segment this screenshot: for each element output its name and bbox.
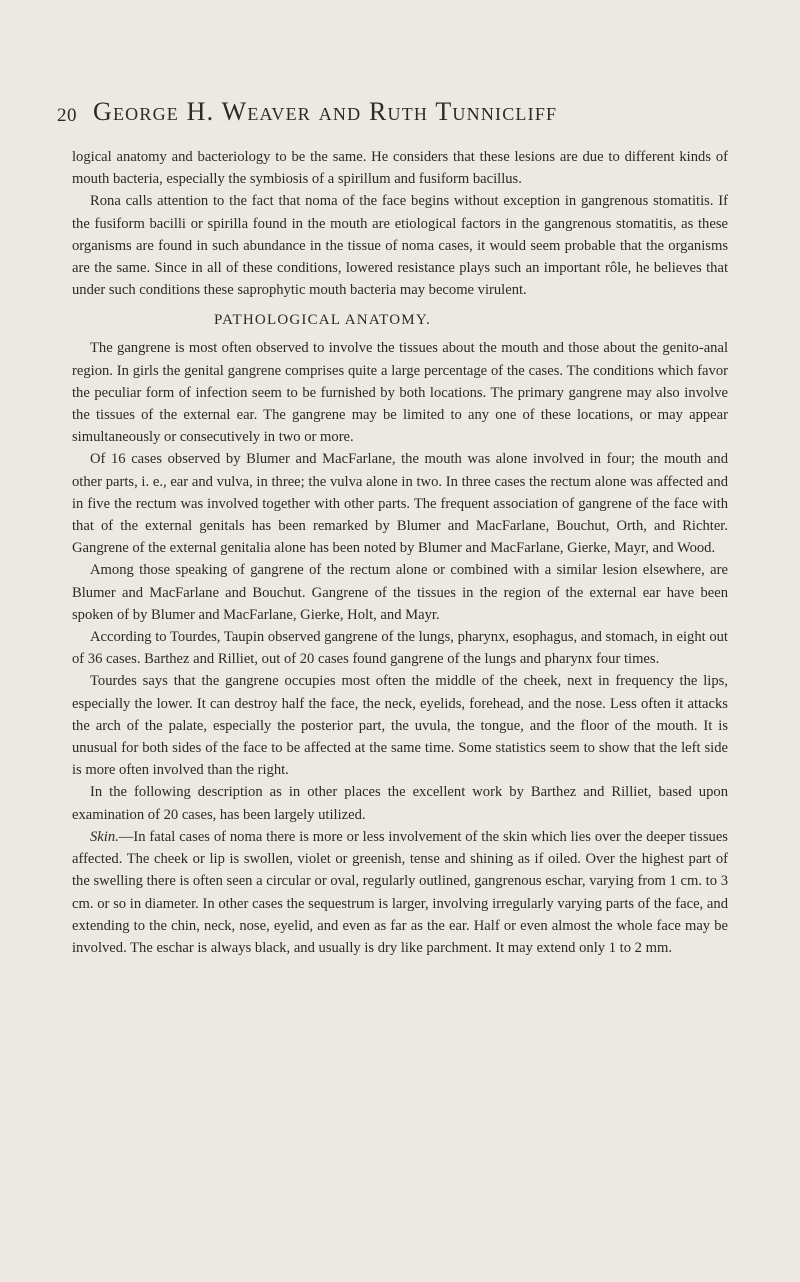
paragraph-tourdes-taupin: According to Tourdes, Taupin observed gangrene of the lungs, pharynx, esophagus, and stomach, in eight out of 36 cases. Barthez and Rilliet, out of 20 cases found gangrene of the lungs and pharynx four times. [72,629,728,668]
page-number: 20 [57,105,77,126]
paragraph-blumer-cases: Of 16 cases observed by Blumer and MacFarlane, the mouth was alone involved in four; the mouth and other parts, i. e., ear and vulva, in three; the vulva alone in two. In three cases the rectum alone was affected and in five the rectum was involved together with other parts. The frequent association of gangrene of the face with that of the external genitals has been remarked by Blumer and MacFarlane, Bouchut, Orth, and Richter. Gangrene of the external genitalia alone has been noted by Blumer and MacFarlane, Gierke, Mayr, and Wood. [72,451,728,557]
paragraph-rectum: Among those speaking of gangrene of the rectum alone or combined with a similar lesion elsewhere, are Blumer and MacFarlane and Bouchut. Gangrene of the tissues in the region of the external ear have been spoken of by Blumer and MacFarlane, Gierke, Holt, and Mayr. [72,562,728,623]
paragraph-skin [72,826,728,959]
paragraph-continued: logical anatomy and bacteriology to be the same. He considers that these lesions are due to different kinds of mouth bacteria, especially the symbiosis of a spirillum and fusiform bacillus. [72,149,728,188]
page-body [72,146,728,959]
skin-text: —In fatal cases of noma there is more or less involvement of the skin which lies over the deeper tissues affected. The cheek or lip is swollen, violet or greenish, tense and shining as if oiled. Over the highest part of the swelling there is often seen a circular or oval, regularly outlined, gangrenous eschar, varying from 1 cm. to 3 cm. or so in diameter. In other cases the sequestrum is larger, involving irregularly varying parts of the face, and extending to the chin, neck, nose, eyelid, and even as far as the ear. Half or even almost the whole face may be involved. The eschar is always black, and usually is dry like parchment. It may extend only 1 to 2 mm. [72,828,728,956]
paragraph-gangrene-locations: The gangrene is most often observed to involve the tissues about the mouth and those about the genito-anal region. In girls the genital gangrene comprises quite a large percentage of the cases. The conditions which favor the peculiar form of infection seem to be furnished by both locations. The primary gangrene may also involve the tissues of the external ear. The gangrene may be limited to any one of these locations, or may appear simultaneously or consecutively in two or more. [72,340,728,446]
paragraph-rona: Rona calls attention to the fact that noma of the face begins without exception in gangrenous stomatitis. If the fusiform bacilli or spirilla found in the mouth are etiological factors in the gangrenous stomatitis, as these organisms are found in such abundance in the tissue of noma cases, it would seem probable that the organisms are the same. Since in all of these conditions, lowered resistance plays such an important rôle, he believes that under such conditions these saprophytic mouth bacteria may become virulent. [72,193,728,299]
page-header [57,97,747,131]
running-head: George H. Weaver and Ruth Tunnicliff [93,97,558,126]
paragraph-tourdes-cheek: Tourdes says that the gangrene occupies most often the middle of the cheek, next in frequency the lips, especially the lower. It can destroy half the face, the neck, eyelids, forehead, and the nose. Less often it attacks the arch of the palate, especially the posterior part, the uvula, the tongue, and the floor of the mouth. It is unusual for both sides of the face to be affected at the same time. Some statistics seem to show that the left side is more often involved than the right. [72,673,728,779]
skin-lead: Skin. [90,828,119,845]
section-heading: PATHOLOGICAL ANATOMY. [214,312,431,329]
paragraph-following-description: In the following description as in other places the excellent work by Barthez and Rilliet, based upon examination of 20 cases, has been largely utilized. [72,784,728,823]
